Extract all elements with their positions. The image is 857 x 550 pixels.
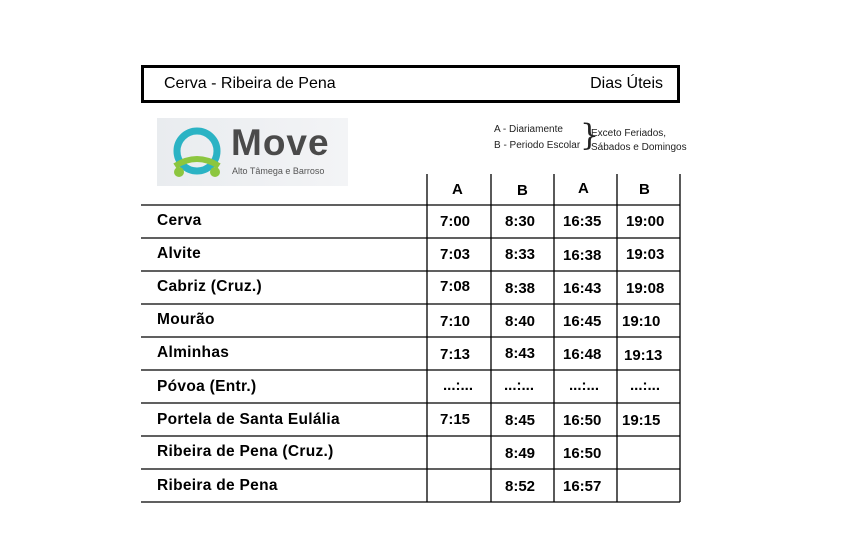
legend-brace: }	[580, 118, 600, 153]
stop-name: Ribeira de Pena (Cruz.)	[157, 443, 334, 460]
time-cell: 7:08	[440, 278, 471, 295]
time-cell: 19:03	[626, 246, 665, 263]
time-cell: ...:...	[630, 377, 660, 394]
column-header: B	[639, 181, 650, 198]
logo-subtitle: Alto Tâmega e Barroso	[232, 166, 325, 176]
time-cell: 16:38	[563, 247, 602, 264]
legend-b: B - Periodo Escolar	[494, 140, 581, 151]
time-cell: 8:33	[505, 246, 536, 263]
time-cell: 7:03	[440, 246, 471, 263]
stop-name: Portela de Santa Eulália	[157, 411, 340, 428]
route-name: Cerva - Ribeira de Pena	[164, 75, 336, 92]
time-cell: 19:00	[626, 213, 665, 230]
time-cell: 7:00	[440, 213, 471, 230]
time-cell: 16:43	[563, 280, 602, 297]
time-cell: ...:...	[443, 377, 473, 394]
time-cell: 7:15	[440, 411, 471, 428]
time-cell: 19:15	[622, 412, 661, 429]
time-cell: 8:49	[505, 445, 536, 462]
time-cell: 8:40	[505, 313, 536, 330]
legend-note-2: Sábados e Domingos	[591, 142, 687, 153]
time-cell: 16:57	[563, 478, 602, 495]
time-cell: ...:...	[569, 377, 599, 394]
time-cell: 16:35	[563, 213, 602, 230]
column-header: A	[452, 181, 463, 198]
time-cell: 8:45	[505, 412, 536, 429]
service-days: Dias Úteis	[590, 75, 663, 92]
stop-name: Cerva	[157, 212, 202, 229]
time-cell: 19:08	[626, 280, 665, 297]
time-cell: 16:48	[563, 346, 602, 363]
legend-note-1: Exceto Feriados,	[591, 128, 667, 139]
stop-name: Alvite	[157, 245, 202, 262]
time-cell: 7:13	[440, 346, 471, 363]
time-cell: 19:10	[622, 313, 661, 330]
legend-a: A - Diariamente	[494, 124, 563, 135]
stop-name: Alminhas	[157, 344, 230, 361]
stop-name: Ribeira de Pena	[157, 477, 278, 494]
stop-name: Póvoa (Entr.)	[157, 378, 257, 395]
time-cell: 7:10	[440, 313, 471, 330]
time-cell: 8:38	[505, 280, 536, 297]
time-cell: 16:50	[563, 445, 602, 462]
time-cell: 16:45	[563, 313, 602, 330]
stop-name: Cabriz (Cruz.)	[157, 278, 262, 295]
time-cell: 8:30	[505, 213, 536, 230]
time-cell: ...:...	[504, 377, 534, 394]
stop-name: Mourão	[157, 311, 215, 328]
column-header: B	[517, 182, 528, 199]
time-cell: 19:13	[624, 347, 663, 364]
logo-wordmark: Move	[231, 122, 330, 163]
time-cell: 16:50	[563, 412, 602, 429]
column-header: A	[578, 180, 589, 197]
time-cell: 8:43	[505, 345, 536, 362]
time-cell: 8:52	[505, 478, 536, 495]
